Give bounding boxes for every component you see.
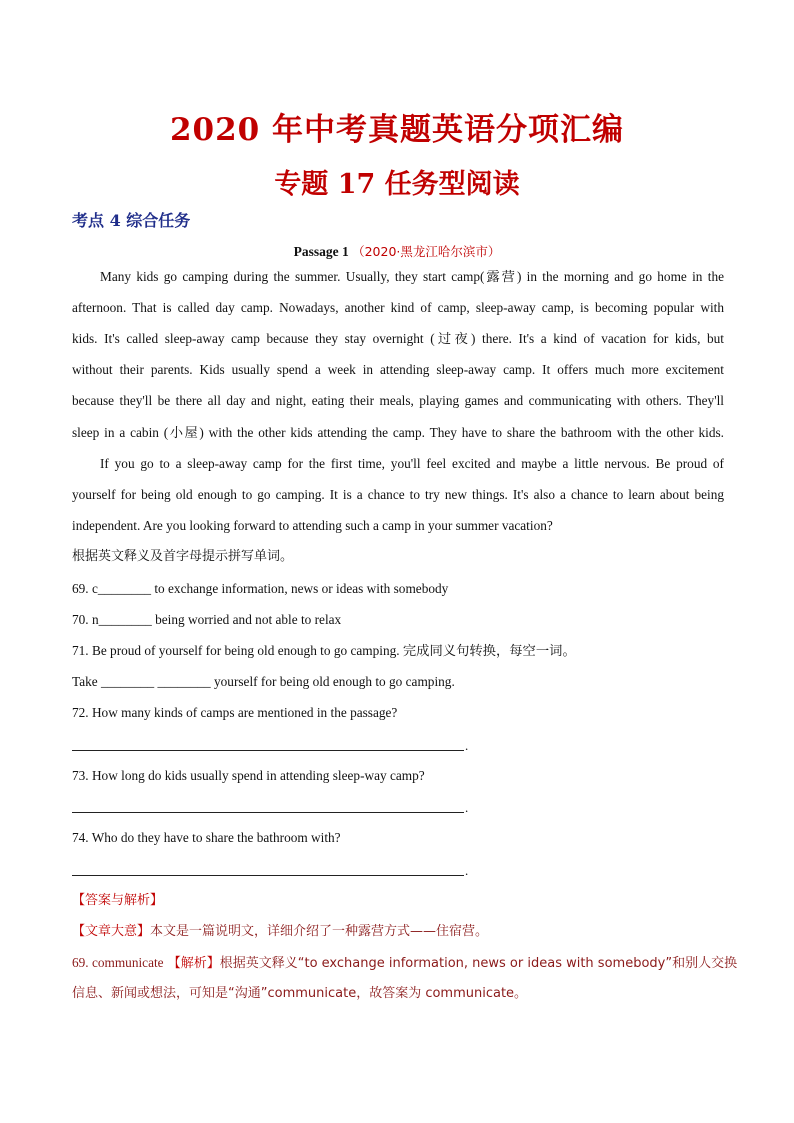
summary-text: 本文是一篇说明文，详细介绍了一种露营方式——住宿营。 (150, 924, 489, 939)
passage-heading (0, 242, 794, 260)
question-73: 73. How long do kids usually spend in attending sleep-way camp? (72, 768, 425, 783)
answers-heading: 【答案与解析】 (72, 893, 164, 908)
passage-line: sleep in a cabin (小屋) with the other kids attending the camp. They have to share the bathroom with the other kids. (72, 425, 724, 440)
answer-line-72[interactable] (72, 750, 464, 751)
analysis-label: 【解析】 (167, 956, 220, 971)
instruction-text: 根据英文释义及首字母提示拼写单词。 (72, 549, 294, 564)
question-71 (72, 642, 724, 660)
answer-line-period: . (465, 863, 469, 878)
question-69: 69. c________ to exchange information, news or ideas with somebody (72, 581, 449, 596)
answer-69-explanation: 根据英文释义“to exchange information, news or ideas with somebody”和别人交换 (219, 956, 738, 971)
question-72: 72. How many kinds of camps are mentioned in the passage? (72, 705, 398, 720)
answer-line-74[interactable] (72, 875, 464, 876)
document-subtitle: 专题 17 任务型阅读 (274, 169, 520, 200)
answer-line-period: . (465, 800, 469, 815)
question-70: 70. n________ being worried and not able to relax (72, 612, 342, 627)
answer-69-word: 69. communicate (72, 955, 164, 970)
article-summary (72, 923, 724, 941)
document-title: 2020 年中考真题英语分项汇编 (169, 112, 625, 148)
answer-69-line2: 信息、新闻或想法，可知是“沟通”communicate，故答案为 communicate。 (72, 986, 528, 1001)
question-74: 74. Who do they have to share the bathroom with? (72, 830, 341, 845)
passage-line: afternoon. That is called day camp. Nowadays, another kind of camp, sleep-away camp, is becoming popular with (72, 300, 724, 315)
passage-line: If you go to a sleep-away camp for the first time, you'll feel excited and maybe a little nervous. Be proud of (100, 456, 724, 471)
section-heading: 考点 4 综合任务 (72, 211, 191, 230)
passage-line: because they'll be there all day and night, eating their meals, playing games and communicating with others. They'll (72, 393, 724, 408)
answer-69-line1 (72, 954, 738, 973)
question-71-rewrite: Take ________ ________ yourself for being old enough to go camping. (72, 674, 455, 689)
answer-line-73[interactable] (72, 812, 464, 813)
answer-line-period: . (465, 738, 469, 753)
passage-name: Passage 1 (293, 244, 349, 259)
question-71-text: 71. Be proud of yourself for being old enough to go camping. 完成同义句转换，每空一词。 (72, 643, 576, 658)
passage-source: （2020·黑龙江哈尔滨市） (352, 244, 501, 259)
passage-line: kids. It's called sleep-away camp because they stay overnight (过夜) there. It's a kind of vacation for kids, but (72, 331, 724, 346)
passage-line: Many kids go camping during the summer. Usually, they start camp(露营) in the morning and go home in the (100, 269, 724, 284)
passage-line: independent. Are you looking forward to attending such a camp in your summer vacation? (72, 518, 553, 533)
passage-line: yourself for being old enough to go camping. It is a chance to try new things. It's also a chance to learn about being (72, 487, 724, 502)
summary-label: 【文章大意】 (72, 924, 151, 939)
passage-line: without their parents. Kids usually spend a week in attending sleep-away camp. It offers much more excitement (72, 362, 724, 377)
